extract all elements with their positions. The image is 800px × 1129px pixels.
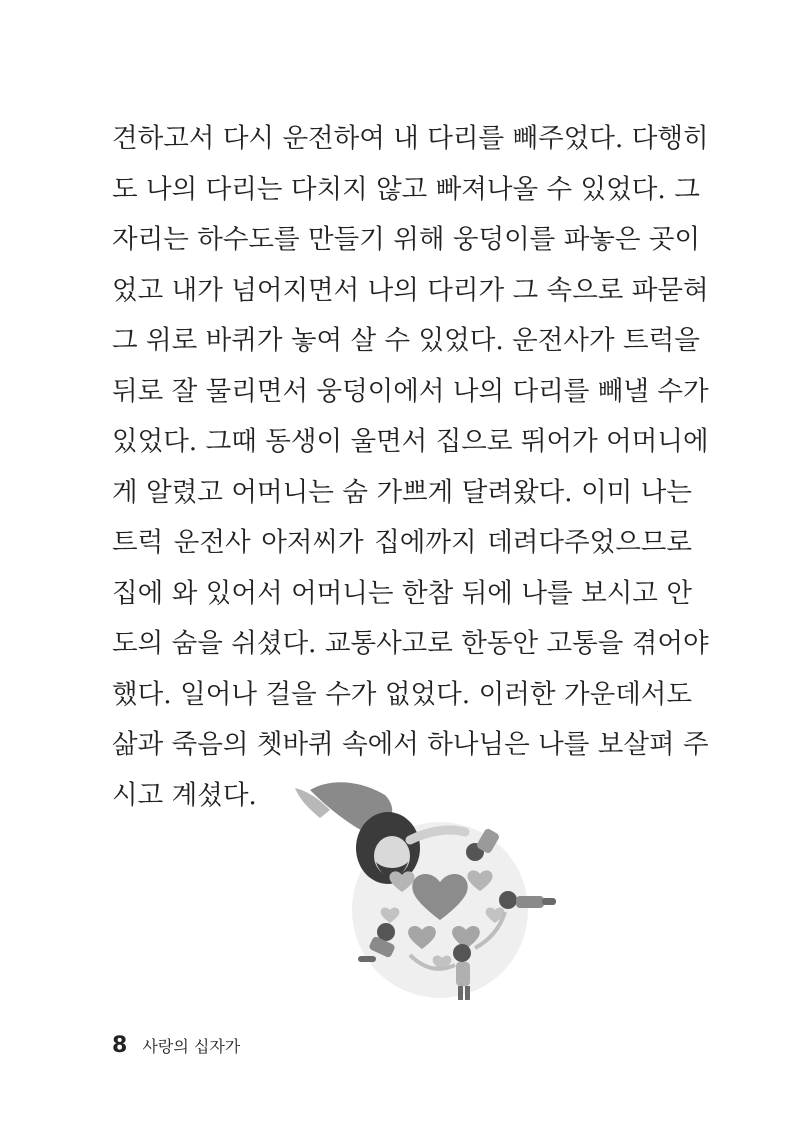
text-line: 했다. 일어나 걸을 수가 없었다. 이러한 가운데서도	[112, 678, 692, 710]
text-line: 시고 계셨다.	[112, 779, 257, 811]
text-line: 도의 숨을 쉬셨다. 교통사고로 한동안 고통을 겪어야	[112, 628, 709, 659]
text-line: 도 나의 다리는 다치지 않고 빠져나올 수 있었다. 그	[112, 173, 700, 205]
page-footer	[112, 1033, 240, 1058]
text-line: 자리는 하수도를 만들기 위해 웅덩이를 파놓은 곳이	[112, 224, 701, 255]
text-line: 있었다. 그때 동생이 울면서 집으로 뛰어가 어머니에	[112, 426, 709, 457]
text-line: 견하고서 다시 운전하여 내 다리를 빼주었다. 다행히	[112, 123, 709, 154]
page-number: 8	[112, 1033, 128, 1058]
text-line: 그 위로 바퀴가 놓여 살 수 있었다. 운전사가 트럭을	[112, 325, 700, 356]
text-line: 트럭 운전사 아저씨가 집에까지 데려다주었으므로	[112, 527, 692, 558]
text-line: 게 알렸고 어머니는 숨 가쁘게 달려왔다. 이미 나는	[112, 476, 692, 508]
text-line: 뒤로 잘 물리면서 웅덩이에서 나의 다리를 빼낼 수가	[112, 375, 709, 407]
text-line: 삶과 죽음의 쳇바퀴 속에서 하나님은 나를 보살펴 주	[112, 729, 709, 760]
child-figure	[499, 891, 556, 909]
text-line: 었고 내가 넘어지면서 나의 다리가 그 속으로 파묻혀	[112, 274, 709, 306]
jesus-children-hearts-illustration	[290, 770, 580, 1015]
body-text	[112, 114, 709, 821]
book-title: 사랑의 십자가	[142, 1037, 241, 1056]
text-line: 집에 와 있어서 어머니는 한참 뒤에 나를 보시고 안	[112, 577, 692, 609]
